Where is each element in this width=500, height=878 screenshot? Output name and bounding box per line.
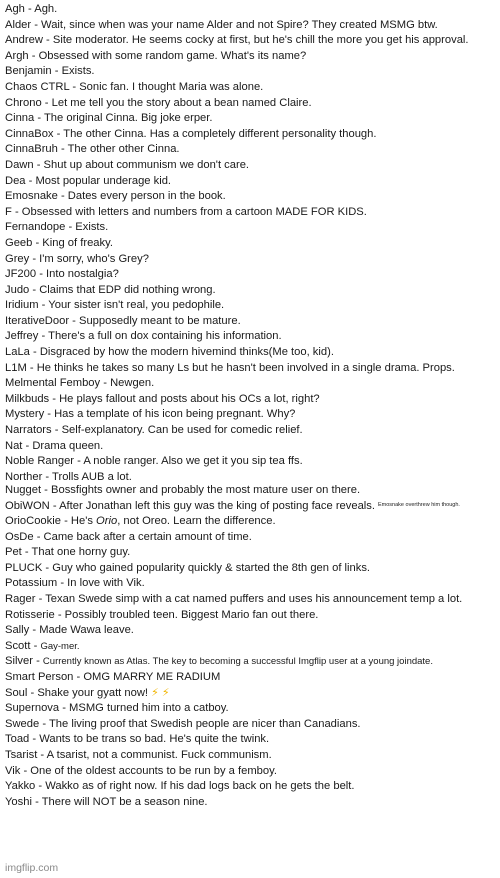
list-item [5,267,497,283]
entry-text: ObiWON - After Jonathan left this guy was the king of posting face reveals. [5,500,375,513]
entry-text: Silver - [5,655,43,668]
entry-text: OsDe - Came back after a certain amount of time. [5,530,252,543]
list-item [5,376,497,392]
list-item [5,407,497,423]
entry-text: Judo - Claims that EDP did nothing wrong. [5,283,216,296]
list-item [5,33,497,49]
list-item [5,174,497,190]
list-item [5,158,497,174]
list-item [5,329,497,345]
list-item [5,654,497,670]
entry-text: Dawn - Shut up about communism we don't care. [5,158,250,171]
entry-text: Swede - The living proof that Swedish people are nicer than Canadians. [5,717,361,730]
entry-text: JF200 - Into nostalgia? [5,268,119,281]
list-item [5,361,497,377]
list-item [5,732,497,748]
list-item [5,18,497,34]
list-item [5,189,497,205]
list-item [5,2,497,18]
entry-text: Supernova - MSMG turned him into a catboy. [5,702,229,715]
list-item [5,717,497,733]
entry-note: Emosnake overthrew him though. [378,502,460,509]
entry-text: Benjamin - Exists. [5,65,95,78]
list-item [5,530,497,546]
list-item [5,314,497,330]
list-item [5,252,497,268]
entry-text: Dea - Most popular underage kid. [5,174,172,187]
entry-text: Nugget - Bossfights owner and probably the most mature user on there. [5,483,361,496]
entry-note: Currently known as Atlas. The key to becoming a successful Imgflip user at a young joindate. [42,656,433,668]
entry-text: IterativeDoor - Supposedly meant to be mature. [5,314,241,327]
list-item [5,748,497,764]
list-item [5,483,497,499]
entry-text: Agh - Agh. [5,3,58,15]
entry-text: CinnaBox - The other Cinna. Has a completely different personality though. [5,127,377,140]
list-item [5,283,497,299]
entry-text: Narrators - Self-explanatory. Can be used for comedic relief. [5,424,303,437]
list-item [5,205,497,221]
entry-text: Soul - Shake your gyatt now! [5,686,152,699]
entry-text: Scott - [5,639,41,652]
list-item [5,423,497,439]
lightning-icon: ⚡ ⚡ [151,686,170,699]
list-item [5,545,497,561]
entry-text: Noble Ranger - A noble ranger. Also we get it you sip tea ffs. [5,455,303,468]
entry-text: Cinna - The original Cinna. Big joke erper. [5,112,213,125]
entry-text: Norther - Trolls AUB a lot. [5,470,132,483]
entry-text: Rotisserie - Possibly troubled teen. Biggest Mario fan out there. [5,608,319,621]
entry-text: Milkbuds - He plays fallout and posts about his OCs a lot, right? [5,392,320,405]
entry-text: Jeffrey - There's a full on dox containing his information. [5,330,282,343]
entry-text: Grey - I'm sorry, who's Grey? [5,252,149,265]
list-item [5,686,497,702]
list-item [5,142,497,158]
entry-text: Yoshi - There will NOT be a season nine. [5,795,208,808]
imgflip-watermark: imgflip.com [5,862,59,874]
list-item [5,561,497,577]
entry-text: Tsarist - A tsarist, not a communist. Fuck communism. [5,748,272,761]
entry-text: Iridium - Your sister isn't real, you pedophile. [5,299,225,312]
entry-text: Mystery - Has a template of his icon being pregnant. Why? [5,408,296,421]
entry-text: Emosnake - Dates every person in the book. [5,190,226,203]
list-item [5,779,497,795]
list-item [5,514,497,530]
entry-text: Andrew - Site moderator. He seems cocky at first, but he's chill the more you get his approval. [5,34,469,47]
list-item [5,236,497,252]
list-item [5,49,497,65]
entry-text: Smart Person - OMG MARRY ME RADIUM [5,670,221,683]
entry-text: Potassium - In love with Vik. [5,577,145,590]
list-item [5,576,497,592]
entry-text: Melmental Femboy - Newgen. [5,377,155,390]
entry-note: Gay-mer. [40,640,80,652]
entry-text: OrioCookie - He's Orio, not Oreo. Learn the difference. [5,515,276,527]
list-item [5,345,497,361]
list-item [5,220,497,236]
entry-text: Geeb - King of freaky. [5,236,113,249]
list-item [5,623,497,639]
entry-text: Pet - That one horny guy. [5,546,131,559]
list-item [5,298,497,314]
list-item [5,608,497,624]
list-item [5,111,497,127]
list-item [5,64,497,80]
list-item [5,639,497,655]
entry-text: Chrono - Let me tell you the story about a bean named Claire. [5,96,312,109]
list-item [5,498,497,514]
entry-text: Nat - Drama queen. [5,439,104,452]
entry-text: Rager - Texan Swede simp with a cat named puffers and uses his announcement temp a lot. [5,592,463,605]
entry-list [5,2,497,810]
entry-text: Argh - Obsessed with some random game. What's its name? [5,49,307,62]
list-item [5,764,497,780]
entry-text: PLUCK - Guy who gained popularity quickly & started the 8th gen of links. [5,561,371,574]
entry-text: F - Obsessed with letters and numbers from a cartoon MADE FOR KIDS. [5,205,367,218]
list-item [5,392,497,408]
entry-text: L1M - He thinks he takes so many Ls but he hasn't been involved in a single drama. Props. [5,361,455,374]
list-item [5,80,497,96]
list-item [5,592,497,608]
entry-text: CinnaBruh - The other other Cinna. [5,143,180,156]
list-item [5,701,497,717]
entry-text: Alder - Wait, since when was your name Alder and not Spire? They created MSMG btw. [5,18,438,31]
list-item [5,96,497,112]
entry-text: Sally - Made Wawa leave. [5,624,134,637]
list-item [5,670,497,686]
list-item [5,439,497,455]
list-item [5,454,497,470]
list-item [5,470,497,483]
entry-text: LaLa - Disgraced by how the modern hivemind thinks(Me too, kid). [5,346,334,359]
entry-text: Chaos CTRL - Sonic fan. I thought Maria was alone. [5,80,264,93]
entry-text: Yakko - Wakko as of right now. If his dad logs back on he gets the belt. [5,780,355,793]
entry-text: Vik - One of the oldest accounts to be run by a femboy. [5,764,277,777]
list-item [5,127,497,143]
list-item [5,795,497,811]
entry-text: Toad - Wants to be trans so bad. He's quite the twink. [5,733,270,746]
entry-text: Fernandope - Exists. [5,221,109,234]
